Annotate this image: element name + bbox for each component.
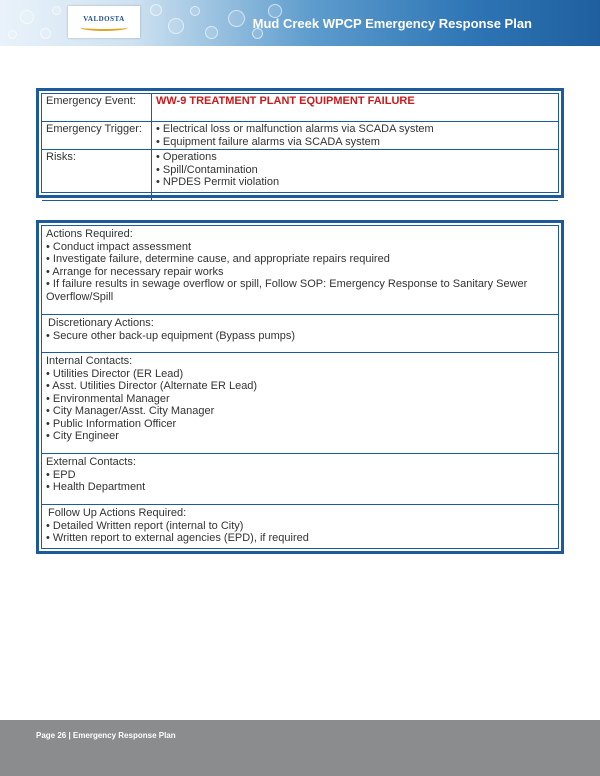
valdosta-logo bbox=[68, 6, 140, 38]
trigger-item: • Electrical loss or malfunction alarms via SCADA system bbox=[156, 123, 434, 135]
event-value-cell bbox=[152, 94, 559, 122]
trigger-row bbox=[42, 122, 558, 150]
follow-up-item: • Written report to external agencies (EPD), if required bbox=[46, 532, 309, 544]
footer-text: Page 26 | Emergency Response Plan bbox=[36, 731, 176, 740]
risk-item: • Spill/Contamination bbox=[156, 163, 258, 176]
risks-cell bbox=[152, 150, 559, 201]
external-contacts-section bbox=[42, 454, 558, 505]
risk-item: • NPDES Permit violation bbox=[156, 176, 280, 188]
trigger-cell bbox=[152, 122, 559, 150]
action-item: • If failure results in sewage overflow or spill, Follow SOP: Emergency Response to Sanitary Sewer Overflow/Spill bbox=[46, 278, 528, 303]
event-row bbox=[42, 94, 558, 122]
actions-box-inner bbox=[41, 225, 559, 549]
trigger-item: • Equipment failure alarms via SCADA system bbox=[156, 135, 380, 148]
actions-required-section bbox=[42, 226, 558, 315]
discretionary-section bbox=[42, 315, 558, 353]
discretionary-item: • Secure other back-up equipment (Bypass pumps) bbox=[46, 329, 296, 342]
internal-contact-item: • Environmental Manager bbox=[46, 392, 170, 405]
internal-contact-item: • Public Information Officer bbox=[46, 417, 177, 430]
logo-swoosh-icon bbox=[80, 24, 128, 31]
event-table bbox=[42, 94, 558, 201]
internal-contacts-section bbox=[42, 353, 558, 454]
risk-item: • Operations bbox=[156, 151, 217, 163]
event-value: WW-9 TREATMENT PLANT EQUIPMENT FAILURE bbox=[156, 95, 415, 107]
page-footer bbox=[0, 720, 600, 776]
action-item: • Conduct impact assessment bbox=[46, 240, 192, 253]
risks-label: Risks: bbox=[42, 150, 152, 201]
internal-contacts-heading: Internal Contacts: bbox=[46, 355, 133, 367]
event-box-inner bbox=[41, 93, 559, 193]
follow-up-heading: Follow Up Actions Required: bbox=[48, 507, 187, 519]
external-contact-item: • Health Department bbox=[46, 481, 146, 493]
document-title: Mud Creek WPCP Emergency Response Plan bbox=[252, 16, 532, 31]
risks-row bbox=[42, 150, 558, 201]
event-label: Emergency Event: bbox=[42, 94, 152, 122]
action-item: • Arrange for necessary repair works bbox=[46, 265, 224, 278]
internal-contact-item: • Utilities Director (ER Lead) bbox=[46, 367, 184, 380]
actions-box bbox=[36, 220, 564, 554]
actions-required-heading: Actions Required: bbox=[46, 228, 133, 240]
trigger-label: Emergency Trigger: bbox=[42, 122, 152, 150]
header-banner bbox=[0, 0, 600, 46]
external-contacts-heading: External Contacts: bbox=[46, 456, 136, 468]
logo-text: VALDOSTA bbox=[83, 15, 125, 23]
discretionary-heading: Discretionary Actions: bbox=[48, 317, 154, 329]
follow-up-section bbox=[42, 505, 558, 549]
internal-contact-item: • Asst. Utilities Director (Alternate ER Lead) bbox=[46, 380, 258, 392]
event-box bbox=[36, 88, 564, 198]
follow-up-item: • Detailed Written report (internal to City) bbox=[46, 519, 244, 532]
action-item: • Investigate failure, determine cause, and appropriate repairs required bbox=[46, 253, 390, 265]
internal-contact-item: • City Manager/Asst. City Manager bbox=[46, 405, 215, 417]
internal-contact-item: • City Engineer bbox=[46, 430, 119, 442]
external-contact-item: • EPD bbox=[46, 468, 76, 481]
